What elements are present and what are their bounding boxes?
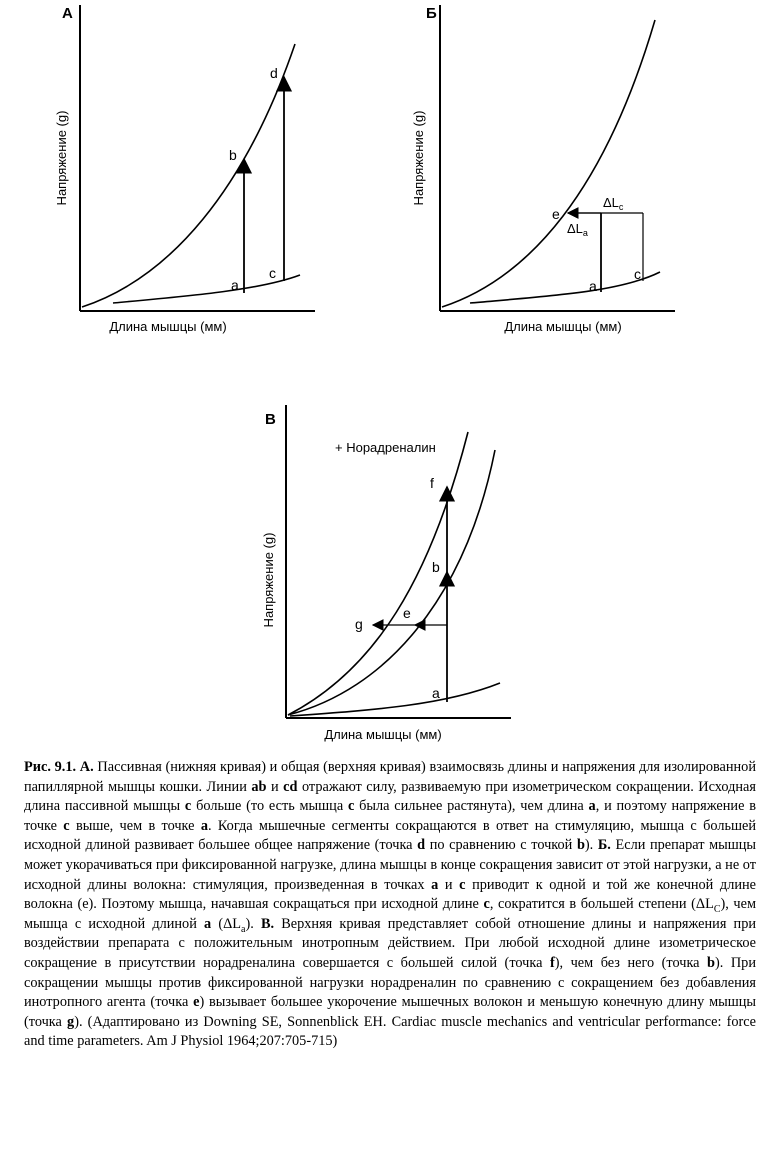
panel-v-passive-curve xyxy=(290,683,500,716)
panel-v-x-label: Длина мышцы (мм) xyxy=(324,727,442,742)
figure-caption: Рис. 9.1. А. Пассивная (нижняя кривая) и общая (верхняя кривая) взаимосвязь длины и напряжения для изолированной папиллярной мышцы кошки. Линии ab и cd отражают силу, развиваемую при изометрическом сокращении. Исходная длина пассивной мышцы с больше (то есть мышца с была сильнее растянута), чем длина а, и поэтому напряжение в точке с выше, чем в точке а. Когда мышечные сегменты сокращаются в ответ на стимуляцию, мышца с большей исходной длиной развивает большее общее напряжение (точка d по сравнению с точкой b). Б. Если препарат мышцы может укорачиваться при фиксированной нагрузке, длина мышцы в конце сокращения зависит от этой нагрузки, а не от исходной длины волокна: стимуляция, произведенная в точках а и с приводит к одной и той же конечной длине волокна (е). Поэтому мышца, начавшая сокращаться при исходной длине с, сократится в большей степени $(\Delta L_С)$, чем мышца с исходной длиной а $(\Delta L_a)$. В. Верхняя кривая представляет собой отношение длины и напряжения при воздействии препарата с положительным инотропным действием. При любой исходной длине изометрическое сокращение в присутствии норадреналина совершается с большей силой (точка f), чем без него (точка b). При сокращении мышцы против фиксированной нагрузки норадреналин по сравнению с сокращением без добавления инотропного агента (точка е) вызывает большее укорочение мышечных волокон и меньшую конечную длину мышцы (точка g). (Адаптировано из Downing SE, Sonnenblick EH. Cardiac muscle mechanics and ventricular performance: force and time parameters. Am J Physiol 1964;207:705-715) xyxy=(24,759,757,1050)
panel-v-letter: В xyxy=(265,411,276,428)
panel-a-point-c: c xyxy=(269,265,276,281)
panel-v-point-f: f xyxy=(430,475,434,491)
panel-v-diagram xyxy=(255,400,525,745)
panel-b-delta-lc-label: $\Delta L_c$ xyxy=(603,195,624,212)
panel-a-total-curve xyxy=(82,44,295,307)
panel-a-point-a: a xyxy=(231,277,239,293)
panel-b-diagram xyxy=(390,0,720,345)
caption-fig-label: Рис. 9.1. xyxy=(24,759,77,775)
panel-v-point-e: e xyxy=(403,605,411,621)
panel-b-delta-la-label: $\Delta L_a$ xyxy=(567,221,588,238)
panel-v-point-g: g xyxy=(355,616,363,632)
panel-b-total-curve xyxy=(442,20,655,307)
panel-a-diagram xyxy=(0,0,330,345)
panel-a-x-label: Длина мышцы (мм) xyxy=(109,319,227,334)
panel-a-y-label: Напряжение (g) xyxy=(54,110,69,206)
panel-v-curve-label: + Норадреналин xyxy=(335,440,436,455)
panel-b-point-c: c xyxy=(634,266,641,282)
panel-v-point-a: a xyxy=(432,685,440,701)
panel-v-y-label: Напряжение (g) xyxy=(261,532,276,628)
panel-b-point-a: a xyxy=(589,278,597,294)
panel-a-letter: А xyxy=(62,5,73,22)
panel-v-total-curve xyxy=(288,450,495,715)
panel-a-point-b: b xyxy=(229,147,237,163)
panel-b-y-label: Напряжение (g) xyxy=(411,110,426,206)
panel-v-noradrenaline-curve xyxy=(288,432,468,715)
panel-b-x-label: Длина мышцы (мм) xyxy=(504,319,622,334)
panel-b-letter: Б xyxy=(426,5,437,22)
panel-a-point-d: d xyxy=(270,65,278,81)
panel-v-point-b: b xyxy=(432,559,440,575)
panel-b-passive-curve xyxy=(470,272,660,303)
panel-b-point-e: e xyxy=(552,206,560,222)
